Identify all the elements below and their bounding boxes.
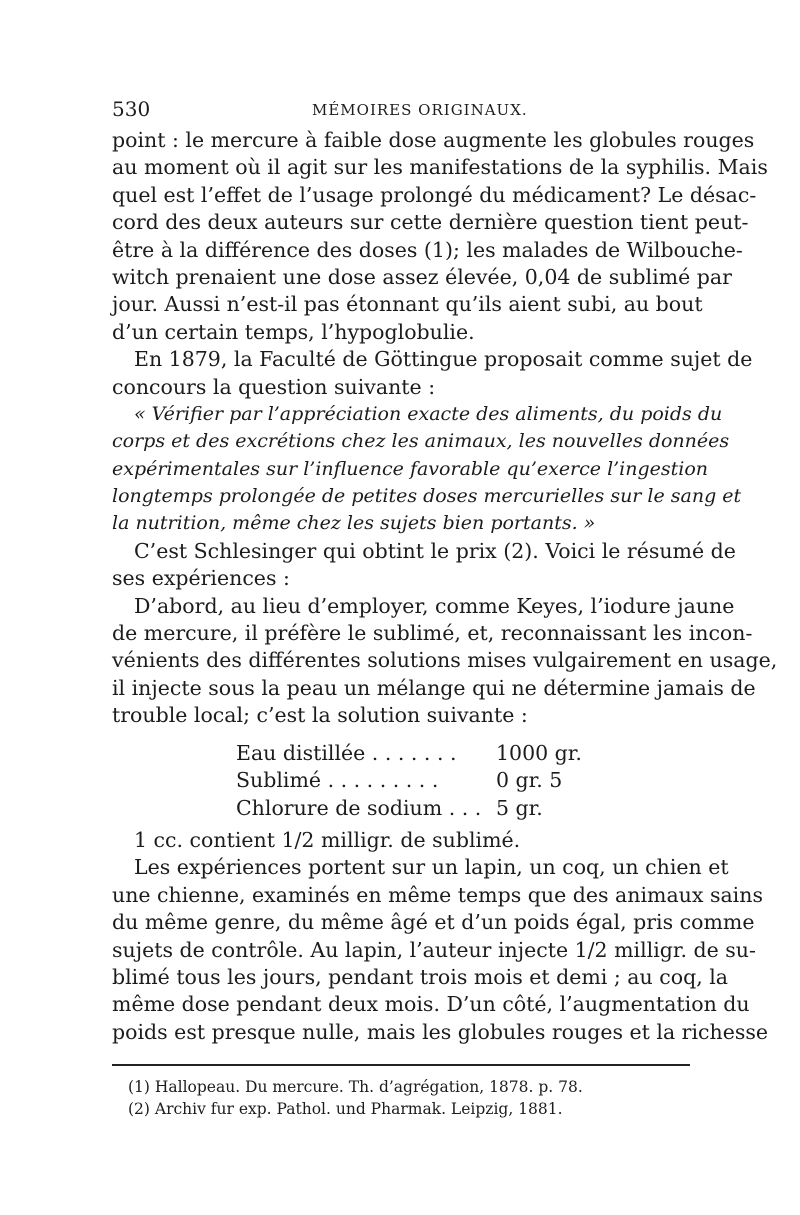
running-title: MÉMOIRES ORIGINAUX. [312, 101, 528, 119]
formula-label: Eau distillée . . . . . . . [236, 741, 457, 765]
text-line: au moment où il agit sur les manifestations de la syphilis. Mais [112, 155, 768, 180]
footnote: (1) Hallopeau. Du mercure. Th. d’agrégation, 1878. p. 78. [128, 1078, 583, 1096]
text-line: point : le mercure à faible dose augmente les globules rouges [112, 128, 755, 152]
text-line: trouble local; c’est la solution suivante : [112, 703, 528, 728]
formula-value: 1000 gr. [496, 741, 582, 765]
text-line: du même genre, du même âgé et d’un poids égal, pris comme [112, 910, 755, 935]
formula-row [236, 795, 576, 822]
text-line: Les expériences portent sur un lapin, un coq, un chien et [134, 855, 729, 880]
body-text [112, 127, 778, 730]
text-line: d’un certain temps, l’hypoglobulie. [112, 319, 475, 344]
text-line: D’abord, au lieu d’employer, comme Keyes, l’iodure jaune [134, 593, 735, 618]
text-line: En 1879, la Faculté de Göttingue proposait comme sujet de [134, 347, 753, 372]
formula-label: Sublimé . . . . . . . . . [236, 768, 439, 793]
text-line: de mercure, il préfère le sublimé, et, reconnaissant les incon- [112, 621, 753, 646]
text-line: vénients des différentes solutions mises vulgairement en usage, [112, 648, 778, 673]
page-header [112, 97, 690, 123]
footnotes [128, 1076, 688, 1120]
quote-line: la nutrition, même chez les sujets bien portants. » [112, 512, 596, 535]
text-line: concours la question suivante : [112, 374, 436, 399]
text-line: même dose pendant deux mois. D’un côté, l’augmentation du [112, 992, 750, 1017]
text-line: cord des deux auteurs sur cette dernière question tient peut- [112, 210, 749, 235]
text-line: il injecte sous la peau un mélange qui ne détermine jamais de [112, 675, 756, 700]
formula-value: 5 gr. [496, 795, 543, 820]
footnote: (2) Archiv fur exp. Pathol. und Pharmak. Leipzig, 1881. [128, 1100, 563, 1118]
text-line: une chienne, examinés en même temps que des animaux sains [112, 882, 763, 907]
formula-table [236, 740, 582, 822]
quote-line: corps et des excrétions chez les animaux, les nouvelles données [112, 430, 730, 453]
text-line: jour. Aussi n’est-il pas étonnant qu’ils aient subi, au bout [112, 292, 703, 317]
text-line: 1 cc. contient 1/2 milligr. de sublimé. [134, 828, 521, 852]
formula-row [236, 740, 582, 767]
quote-line: longtemps prolongée de petites doses mercurielles sur le sang et [112, 485, 742, 508]
quote-line: expérimentales sur l’influence favorable qu’exerce l’ingestion [112, 457, 709, 480]
text-line: witch prenaient une dose assez élevée, 0,04 de sublimé par [112, 264, 732, 289]
text-line: être à la différence des doses (1); les malades de Wilbouche- [112, 237, 743, 262]
formula-row [236, 767, 576, 794]
quote-line: « Vérifier par l’appréciation exacte des aliments, du poids du [134, 402, 723, 425]
body-text-continued [112, 827, 769, 1046]
text-line: quel est l’effet de l’usage prolongé du médicament? Le désac- [112, 182, 757, 207]
text-line: poids est presque nulle, mais les globules rouges et la richesse [112, 1019, 769, 1044]
text-line: ses expériences : [112, 566, 290, 591]
text-line: sujets de contrôle. Au lapin, l’auteur injecte 1/2 milligr. de su- [112, 937, 756, 962]
formula-value: 0 gr. 5 [496, 768, 563, 793]
page-number: 530 [112, 97, 151, 121]
footnote-rule [112, 1064, 690, 1066]
text-line: blimé tous les jours, pendant trois mois et demi ; au coq, la [112, 964, 729, 989]
text-line: C’est Schlesinger qui obtint le prix (2). Voici le résumé de [134, 538, 736, 563]
formula-label: Chlorure de sodium . . . [236, 795, 482, 820]
